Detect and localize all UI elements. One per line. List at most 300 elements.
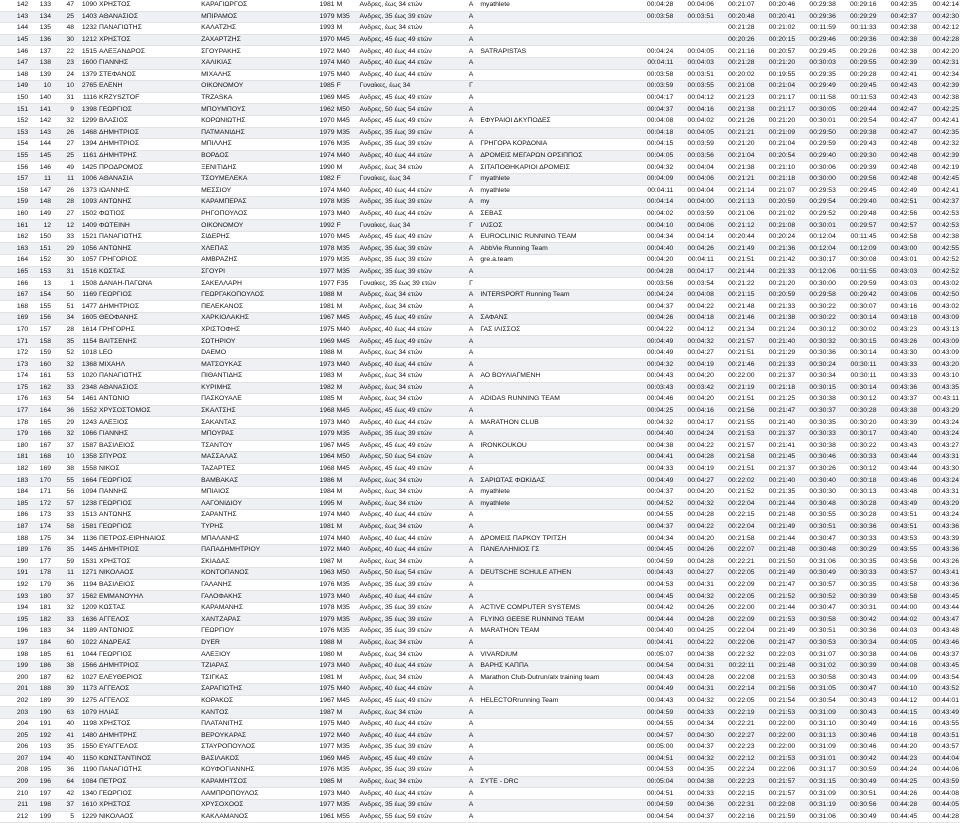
split-2-gun-cell: 00:21:48 [715, 301, 756, 313]
finish-chip-cell: 00:43:55 [918, 718, 960, 730]
category-name-cell: Γυναίκες, έως 34 [358, 220, 462, 232]
category-rank-cell: 40 [52, 718, 75, 730]
table-row [0, 359, 960, 371]
finish-gun-cell: 00:42:56 [878, 208, 919, 220]
split-2-chip-cell: 00:21:54 [756, 695, 797, 707]
club-name-cell: ΓΡΗΓΟΡΑ ΚΟΡΔΟΝΙΑ [479, 139, 633, 151]
group-code-cell: A [463, 626, 480, 638]
bib-number-cell: 1610 [75, 799, 98, 811]
split-1-chip-cell: 00:03:51 [674, 69, 715, 81]
category-rank-cell: 37 [52, 440, 75, 452]
split-1-chip-cell: 00:04:28 [674, 556, 715, 568]
overall-rank-cell: 192 [0, 579, 29, 591]
split-1-chip-cell: 00:04:04 [674, 185, 715, 197]
split-1-gun-cell: 00:04:37 [634, 301, 675, 313]
finish-gun-cell: 00:44:26 [878, 788, 919, 800]
split-3-gun-cell: 00:30:06 [796, 162, 837, 174]
birth-year-cell: 1967 [313, 440, 336, 452]
split-1-gun-cell: 00:04:40 [634, 428, 675, 440]
first-name-cell: ΔΗΜΗΤΡΙΟΣ [98, 544, 200, 556]
last-name-cell: ΟΙΚΟΝΟΜΟΥ [200, 81, 313, 93]
bib-number-cell: 1531 [75, 556, 98, 568]
split-1-chip-cell: 00:04:27 [674, 475, 715, 487]
overall-rank-cell: 173 [0, 359, 29, 371]
last-name-cell: ΚΥΡΙΜΗΣ [200, 382, 313, 394]
club-name-cell: HELECTORrunning Team [479, 695, 633, 707]
last-name-cell: ΜΠΟΥΡΑΣ [200, 428, 313, 440]
overall-rank-cell: 160 [0, 208, 29, 220]
split-1-gun-cell: 00:04:49 [634, 475, 675, 487]
split-2-chip-cell: 00:20:15 [756, 34, 797, 46]
last-name-cell: ΚΑΡΑΜΗΤΣΟΣ [200, 776, 313, 788]
split-3-gun-cell: 00:31:13 [796, 730, 837, 742]
split-1-chip-cell: 00:04:37 [674, 811, 715, 823]
category-name-cell: Ανδρες, 35 έως 39 ετών [358, 243, 462, 255]
club-name-cell [479, 336, 633, 348]
finish-chip-cell: 00:43:36 [918, 579, 960, 591]
first-name-cell: ΔΗΜΗΤΡΙΟΣ [98, 139, 200, 151]
category-code-cell: M45 [336, 753, 359, 765]
finish-gun-cell: 00:42:38 [878, 46, 919, 58]
birth-year-cell: 1982 [313, 173, 336, 185]
club-name-cell: ΣΕΒΑΣ [479, 208, 633, 220]
split-2-chip-cell: 00:21:40 [756, 336, 797, 348]
group-code-cell: A [463, 475, 480, 487]
last-name-cell: ΣΚΑΛΤΣΗΣ [200, 405, 313, 417]
split-2-chip-cell: 00:21:52 [756, 591, 797, 603]
finish-chip-cell: 00:42:34 [918, 69, 960, 81]
finish-gun-cell: 00:42:43 [878, 81, 919, 93]
gender-rank-cell: 169 [29, 463, 52, 475]
finish-gun-cell: 00:43:51 [878, 521, 919, 533]
finish-gun-cell: 00:43:30 [878, 347, 919, 359]
bib-number-cell: 1150 [75, 753, 98, 765]
category-rank-cell: 23 [52, 57, 75, 69]
split-1-chip-cell: 00:04:28 [674, 510, 715, 522]
last-name-cell: ΜΑΣΣΑΛΑΣ [200, 452, 313, 464]
table-row [0, 568, 960, 580]
birth-year-cell: 1977 [313, 266, 336, 278]
split-2-gun-cell: 00:22:16 [715, 811, 756, 823]
split-2-chip-cell: 00:21:04 [756, 139, 797, 151]
split-1-gun-cell: 00:04:34 [634, 533, 675, 545]
split-3-chip-cell: 00:30:12 [837, 463, 878, 475]
split-2-gun-cell: 00:22:07 [715, 544, 756, 556]
club-name-cell: myathlete [479, 173, 633, 185]
split-3-chip-cell: 00:30:07 [837, 301, 878, 313]
birth-year-cell: 1981 [313, 521, 336, 533]
birth-year-cell: 1970 [313, 34, 336, 46]
gender-rank-cell: 150 [29, 231, 52, 243]
gender-rank-cell: 192 [29, 730, 52, 742]
category-name-cell: Ανδρες, 45 έως 49 ετών [358, 92, 462, 104]
table-row [0, 371, 960, 383]
club-name-cell [479, 278, 633, 290]
table-row [0, 173, 960, 185]
finish-chip-cell: 00:43:54 [918, 672, 960, 684]
category-rank-cell: 11 [52, 568, 75, 580]
category-name-cell: Ανδρες, 40 έως 44 ετών [358, 684, 462, 696]
split-1-gun-cell: 00:04:10 [634, 220, 675, 232]
group-code-cell: A [463, 127, 480, 139]
category-rank-cell: 1 [52, 278, 75, 290]
bib-number-cell: 1093 [75, 197, 98, 209]
group-code-cell: A [463, 753, 480, 765]
club-name-cell: ΣΑΦΑΝΣ [479, 313, 633, 325]
first-name-cell: LEO [98, 347, 200, 359]
category-rank-cell: 36 [52, 405, 75, 417]
category-rank-cell: 33 [52, 510, 75, 522]
overall-rank-cell: 206 [0, 742, 29, 754]
category-code-cell: M35 [336, 139, 359, 151]
category-name-cell: Ανδρες, έως 34 ετών [358, 23, 462, 35]
club-name-cell [479, 301, 633, 313]
split-3-chip-cell: 00:30:22 [837, 440, 878, 452]
split-1-gun-cell: 00:04:08 [634, 115, 675, 127]
table-row [0, 486, 960, 498]
bib-number-cell: 1664 [75, 475, 98, 487]
club-name-cell: ΣΥΤΕ - DRC [479, 776, 633, 788]
first-name-cell: ΓΙΑΝΝΗΣ [98, 428, 200, 440]
overall-rank-cell: 154 [0, 139, 29, 151]
bib-number-cell: 1562 [75, 591, 98, 603]
category-code-cell: M40 [336, 417, 359, 429]
finish-chip-cell: 00:43:35 [918, 382, 960, 394]
overall-rank-cell: 193 [0, 591, 29, 603]
category-name-cell: Ανδρες, έως 34 ετών [358, 521, 462, 533]
last-name-cell: ΚΟΡΑΚΟΣ [200, 695, 313, 707]
group-code-cell: A [463, 46, 480, 58]
club-name-cell: MARATHON CLUB [479, 417, 633, 429]
split-1-gun-cell: 00:04:28 [634, 266, 675, 278]
last-name-cell: ΣΩΤΗΡΙΟΥ [200, 336, 313, 348]
split-2-chip-cell: 00:21:36 [756, 243, 797, 255]
split-2-chip-cell: 00:21:47 [756, 637, 797, 649]
finish-chip-cell: 00:43:24 [918, 417, 960, 429]
first-name-cell: ΓΕΩΡΓΙΟΣ [98, 289, 200, 301]
overall-rank-cell: 202 [0, 695, 29, 707]
gender-rank-cell: 173 [29, 510, 52, 522]
club-name-cell: ΠΑΝΕΛΛΗΝΙΟΣ ΓΣ [479, 544, 633, 556]
category-code-cell: M35 [336, 799, 359, 811]
table-row [0, 614, 960, 626]
category-rank-cell: 31 [52, 266, 75, 278]
category-code-cell: M40 [336, 150, 359, 162]
split-1-gun-cell: 00:04:59 [634, 556, 675, 568]
first-name-cell: ΔΑΝΑΗ-ΠΑΓΩΝΑ [98, 278, 200, 290]
split-1-chip-cell: 00:04:33 [674, 707, 715, 719]
finish-gun-cell: 00:44:24 [878, 765, 919, 777]
first-name-cell: ΧΡΥΣΟΣΤΟΜΟΣ [98, 405, 200, 417]
bib-number-cell: 1238 [75, 498, 98, 510]
gender-rank-cell: 190 [29, 707, 52, 719]
birth-year-cell: 1993 [313, 23, 336, 35]
finish-chip-cell: 00:42:52 [918, 266, 960, 278]
split-2-gun-cell: 00:21:07 [715, 0, 756, 11]
split-1-chip-cell: 00:04:06 [674, 173, 715, 185]
club-name-cell: ΙΛΙΣΟΣ [479, 220, 633, 232]
split-2-gun-cell: 00:22:12 [715, 753, 756, 765]
category-name-cell: Ανδρες, 40 έως 44 ετών [358, 788, 462, 800]
finish-chip-cell: 00:42:12 [918, 23, 960, 35]
category-code-cell: M40 [336, 46, 359, 58]
last-name-cell: ΒΑΜΒΑΚΑΣ [200, 475, 313, 487]
category-rank-cell: 47 [52, 0, 75, 11]
split-2-chip-cell: 00:21:07 [756, 185, 797, 197]
split-3-chip-cell: 00:30:39 [837, 660, 878, 672]
overall-rank-cell: 207 [0, 753, 29, 765]
finish-chip-cell: 00:44:01 [918, 695, 960, 707]
split-3-chip-cell: 00:30:11 [837, 359, 878, 371]
first-name-cell: ΑΝΤΩΝΙΟΣ [98, 626, 200, 638]
group-code-cell: A [463, 417, 480, 429]
split-1-chip-cell: 00:04:26 [674, 602, 715, 614]
category-name-cell: Ανδρες, έως 34 ετών [358, 707, 462, 719]
group-code-cell: A [463, 115, 480, 127]
split-3-gun-cell: 00:30:35 [796, 417, 837, 429]
split-3-gun-cell: 00:29:58 [796, 289, 837, 301]
table-row [0, 765, 960, 777]
category-code-cell: M45 [336, 440, 359, 452]
split-1-gun-cell: 00:04:59 [634, 707, 675, 719]
finish-gun-cell: 00:43:03 [878, 278, 919, 290]
split-3-chip-cell: 00:30:35 [837, 579, 878, 591]
first-name-cell: ΜΙΧΑΗΛ [98, 359, 200, 371]
split-2-chip-cell: 00:21:09 [756, 127, 797, 139]
category-code-cell: M45 [336, 92, 359, 104]
category-rank-cell: 39 [52, 684, 75, 696]
bib-number-cell: 1116 [75, 92, 98, 104]
split-1-gun-cell: 00:04:49 [634, 347, 675, 359]
group-code-cell: A [463, 742, 480, 754]
overall-rank-cell: 145 [0, 34, 29, 46]
group-code-cell: A [463, 394, 480, 406]
birth-year-cell: 1979 [313, 428, 336, 440]
split-2-gun-cell: 00:21:26 [715, 115, 756, 127]
first-name-cell: ΣΠΥΡΟΣ [98, 452, 200, 464]
first-name-cell: ΠΑΝΝΗΣ [98, 486, 200, 498]
category-code-cell: M35 [336, 765, 359, 777]
split-3-chip-cell: 00:30:28 [837, 510, 878, 522]
finish-gun-cell: 00:44:10 [878, 684, 919, 696]
split-1-gun-cell: 00:04:44 [634, 614, 675, 626]
bib-number-cell: 1566 [75, 660, 98, 672]
bib-number-cell: 1513 [75, 510, 98, 522]
category-name-cell: Ανδρες, 45 έως 49 ετών [358, 440, 462, 452]
gender-rank-cell: 140 [29, 92, 52, 104]
finish-gun-cell: 00:44:28 [878, 799, 919, 811]
split-1-chip-cell: 00:04:28 [674, 452, 715, 464]
category-code-cell: F35 [336, 278, 359, 290]
split-1-gun-cell [634, 34, 675, 46]
category-rank-cell: 54 [52, 394, 75, 406]
finish-gun-cell: 00:43:39 [878, 417, 919, 429]
category-name-cell: Ανδρες, έως 34 ετών [358, 371, 462, 383]
bib-number-cell: 1515 [75, 46, 98, 58]
split-2-gun-cell: 00:21:58 [715, 533, 756, 545]
birth-year-cell: 1974 [313, 510, 336, 522]
category-code-cell: M35 [336, 428, 359, 440]
first-name-cell: ΑΘΑΝΑΣΙΟΣ [98, 11, 200, 23]
category-name-cell: Ανδρες, 45 έως 49 ετών [358, 313, 462, 325]
split-2-chip-cell: 00:21:10 [756, 162, 797, 174]
table-row [0, 104, 960, 116]
overall-rank-cell: 195 [0, 614, 29, 626]
bib-number-cell: 1299 [75, 115, 98, 127]
gender-rank-cell: 155 [29, 301, 52, 313]
last-name-cell: ΜΑΤΣΟΥΚΑΣ [200, 359, 313, 371]
split-3-gun-cell: 00:11:59 [796, 23, 837, 35]
category-name-cell: Ανδρες, 40 έως 44 ετών [358, 359, 462, 371]
category-rank-cell: 53 [52, 371, 75, 383]
split-1-chip-cell: 00:03:56 [674, 150, 715, 162]
group-code-cell: A [463, 185, 480, 197]
finish-gun-cell: 00:44:45 [878, 811, 919, 823]
finish-chip-cell: 00:43:49 [918, 707, 960, 719]
birth-year-cell: 1977 [313, 742, 336, 754]
birth-year-cell: 1984 [313, 486, 336, 498]
last-name-cell: ΡΗΓΟΠΟΥΛΟΣ [200, 208, 313, 220]
category-code-cell: M [336, 486, 359, 498]
split-2-chip-cell: 00:21:44 [756, 533, 797, 545]
bib-number-cell: 1340 [75, 788, 98, 800]
last-name-cell: ΑΛΕΞΙΟΥ [200, 649, 313, 661]
category-name-cell: Ανδρες, έως 34 ετών [358, 556, 462, 568]
category-rank-cell: 55 [52, 475, 75, 487]
first-name-cell: ΧΡΗΣΤΟΣ [98, 556, 200, 568]
category-code-cell: M [336, 498, 359, 510]
bib-number-cell: 1477 [75, 301, 98, 313]
category-name-cell: Ανδρες, 35 έως 39 ετών [358, 765, 462, 777]
category-rank-cell: 56 [52, 486, 75, 498]
group-code-cell: A [463, 0, 480, 11]
split-3-gun-cell: 00:29:59 [796, 139, 837, 151]
club-name-cell [479, 266, 633, 278]
split-1-chip-cell: 00:04:05 [674, 46, 715, 58]
split-3-chip-cell: 00:30:33 [837, 533, 878, 545]
split-1-chip-cell: 00:04:22 [674, 637, 715, 649]
first-name-cell: ΕΜΜΑΝΟΥΗΛ [98, 591, 200, 603]
category-rank-cell: 64 [52, 776, 75, 788]
last-name-cell: ΞΕΝΙΤΙΔΗΣ [200, 162, 313, 174]
category-name-cell: Ανδρες, 40 έως 44 ετών [358, 591, 462, 603]
overall-rank-cell: 194 [0, 602, 29, 614]
bib-number-cell: 1090 [75, 0, 98, 11]
finish-gun-cell: 00:43:53 [878, 533, 919, 545]
gender-rank-cell: 145 [29, 150, 52, 162]
category-name-cell: Ανδρες, 35 έως 39 ετών [358, 428, 462, 440]
overall-rank-cell: 185 [0, 498, 29, 510]
bib-number-cell: 1190 [75, 765, 98, 777]
last-name-cell: ΤΣΙΓΚΑΣ [200, 672, 313, 684]
split-2-chip-cell: 00:21:40 [756, 475, 797, 487]
bib-number-cell: 1558 [75, 463, 98, 475]
split-3-gun-cell: 00:29:54 [796, 197, 837, 209]
split-2-gun-cell: 00:22:00 [715, 602, 756, 614]
split-3-chip-cell: 00:30:20 [837, 417, 878, 429]
club-name-cell: AbbVie Running Team [479, 243, 633, 255]
split-3-chip-cell: 00:12:09 [837, 243, 878, 255]
finish-chip-cell: 00:43:57 [918, 742, 960, 754]
birth-year-cell: 1968 [313, 463, 336, 475]
group-code-cell: A [463, 463, 480, 475]
gender-rank-cell: 196 [29, 776, 52, 788]
gender-rank-cell: 193 [29, 742, 52, 754]
club-name-cell [479, 637, 633, 649]
category-code-cell: M [336, 394, 359, 406]
gender-rank-cell: 172 [29, 498, 52, 510]
first-name-cell: ΑΓΓΕΛΟΣ [98, 695, 200, 707]
overall-rank-cell: 200 [0, 672, 29, 684]
finish-chip-cell: 00:42:50 [918, 289, 960, 301]
table-row [0, 150, 960, 162]
split-2-gun-cell: 00:21:51 [715, 347, 756, 359]
split-1-chip-cell: 00:04:32 [674, 336, 715, 348]
finish-chip-cell: 00:43:02 [918, 301, 960, 313]
split-2-gun-cell: 00:22:08 [715, 672, 756, 684]
overall-rank-cell: 161 [0, 220, 29, 232]
last-name-cell: ΚΑΡΑΜΠΕΡΑΣ [200, 197, 313, 209]
split-3-gun-cell: 00:30:58 [796, 614, 837, 626]
category-code-cell: M40 [336, 208, 359, 220]
overall-rank-cell: 169 [0, 313, 29, 325]
category-code-cell: M [336, 23, 359, 35]
split-2-chip-cell: 00:20:46 [756, 0, 797, 11]
category-code-cell: M40 [336, 510, 359, 522]
finish-gun-cell: 00:43:43 [878, 440, 919, 452]
table-row [0, 313, 960, 325]
last-name-cell: ΜΠΟΥΜΠΟΥΣ [200, 104, 313, 116]
split-1-chip-cell: 00:04:27 [674, 568, 715, 580]
birth-year-cell: 1995 [313, 498, 336, 510]
split-3-chip-cell: 00:30:36 [837, 626, 878, 638]
bib-number-cell: 1445 [75, 544, 98, 556]
finish-gun-cell: 00:42:35 [878, 0, 919, 11]
last-name-cell: ΛΑΓΟΝΙΔΙΟΥ [200, 498, 313, 510]
last-name-cell: ΚΟΥΦΟΓΙΑΝΝΗΣ [200, 765, 313, 777]
gender-rank-cell: 137 [29, 46, 52, 58]
split-1-gun-cell: 00:04:37 [634, 521, 675, 533]
club-name-cell [479, 788, 633, 800]
split-2-gun-cell: 00:21:44 [715, 266, 756, 278]
club-name-cell: ΔΡΟΜΕΙΣ ΠΑΡΚΟΥ ΤΡΙΤΣΗ [479, 533, 633, 545]
finish-gun-cell: 00:43:58 [878, 579, 919, 591]
birth-year-cell: 1980 [313, 649, 336, 661]
gender-rank-cell: 163 [29, 394, 52, 406]
gender-rank-cell: 167 [29, 440, 52, 452]
last-name-cell: ΣΚΙΑΔΑΣ [200, 556, 313, 568]
category-name-cell: Ανδρες, 35 έως 39 ετών [358, 266, 462, 278]
split-3-gun-cell: 00:29:49 [796, 81, 837, 93]
split-3-gun-cell: 00:30:22 [796, 313, 837, 325]
category-name-cell: Ανδρες, έως 34 ετών [358, 486, 462, 498]
split-2-gun-cell: 00:20:44 [715, 231, 756, 243]
category-name-cell: Ανδρες, 45 έως 49 ετών [358, 115, 462, 127]
split-1-gun-cell: 00:04:02 [634, 208, 675, 220]
bib-number-cell: 1508 [75, 278, 98, 290]
split-2-gun-cell: 00:21:28 [715, 57, 756, 69]
category-code-cell: M35 [336, 602, 359, 614]
split-3-chip-cell: 00:30:33 [837, 452, 878, 464]
split-1-gun-cell: 00:04:11 [634, 57, 675, 69]
split-2-gun-cell: 00:21:58 [715, 452, 756, 464]
bib-number-cell: 2348 [75, 382, 98, 394]
split-3-chip-cell: 00:30:17 [837, 428, 878, 440]
bib-number-cell: 1027 [75, 672, 98, 684]
gender-rank-cell: 10 [29, 81, 52, 93]
finish-gun-cell: 00:42:48 [878, 173, 919, 185]
split-1-gun-cell: 00:04:52 [634, 498, 675, 510]
